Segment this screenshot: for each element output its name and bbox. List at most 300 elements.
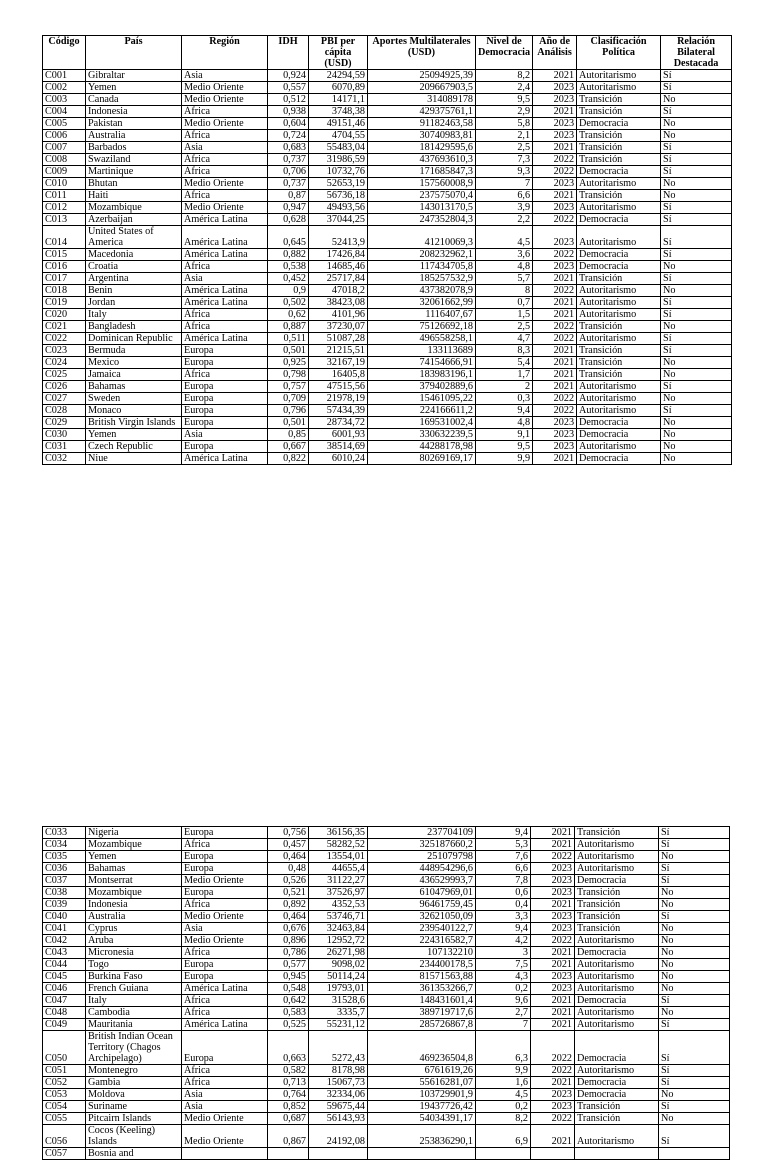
cell-hdi: 0,452 (268, 273, 309, 285)
cell-bilateral-relation: Sí (659, 911, 730, 923)
cell-bilateral-relation: No (659, 983, 730, 995)
cell-analysis-year: 2023 (533, 441, 577, 453)
cell-political-classification: Autoritarismo (577, 285, 661, 297)
cell-analysis-year: 2023 (531, 1101, 575, 1113)
cell-analysis-year: 2023 (533, 261, 577, 273)
cell-democracy-level: 8,2 (476, 70, 533, 82)
cell-hdi: 0,464 (268, 851, 309, 863)
cell-analysis-year: 2023 (533, 94, 577, 106)
cell-hdi: 0,938 (268, 106, 309, 118)
cell-code: C040 (43, 911, 86, 923)
table-row (43, 214, 732, 226)
cell-multilateral-contributions: 237575070,4 (368, 190, 476, 202)
cell-hdi: 0,62 (268, 309, 309, 321)
cell-hdi: 0,887 (268, 321, 309, 333)
cell-political-classification: Democracia (575, 1089, 659, 1101)
cell-analysis-year: 2021 (533, 142, 577, 154)
cell-multilateral-contributions: 6761619,26 (368, 1065, 476, 1077)
table-row (43, 959, 730, 971)
cell-gdp-per-capita: 49151,46 (309, 118, 368, 130)
cell-gdp-per-capita: 38423,08 (309, 297, 368, 309)
cell-political-classification: Transición (575, 1113, 659, 1125)
cell-region: Europa (182, 827, 268, 839)
cell-bilateral-relation: Sí (659, 1077, 730, 1089)
cell-political-classification: Transición (577, 106, 661, 118)
cell-gdp-per-capita: 14171,1 (309, 94, 368, 106)
table-row (43, 1007, 730, 1019)
cell-political-classification: Transición (577, 345, 661, 357)
cell-democracy-level: 9,9 (476, 1065, 531, 1077)
cell-hdi: 0,628 (268, 214, 309, 226)
cell-bilateral-relation: Sí (659, 839, 730, 851)
cell-region: Medio Oriente (182, 178, 268, 190)
cell-multilateral-contributions: 80269169,17 (368, 453, 476, 465)
table-body (43, 827, 730, 1160)
cell-democracy-level: 9,5 (476, 441, 533, 453)
cell-country: Burkina Faso (86, 971, 182, 983)
cell-multilateral-contributions: 19437726,42 (368, 1101, 476, 1113)
cell-democracy-level: 8,3 (476, 345, 533, 357)
cell-analysis-year: 2022 (533, 393, 577, 405)
cell-bilateral-relation: Sí (659, 1019, 730, 1031)
cell-country: Azerbaijan (86, 214, 182, 226)
cell-region: Medio Oriente (182, 94, 268, 106)
cell-hdi: 0,786 (268, 947, 309, 959)
cell-country: Montenegro (86, 1065, 182, 1077)
cell-analysis-year: 2022 (531, 851, 575, 863)
cell-country: Mozambique (86, 839, 182, 851)
cell-gdp-per-capita: 21215,51 (309, 345, 368, 357)
cell-gdp-per-capita: 38514,69 (309, 441, 368, 453)
cell-code: C051 (43, 1065, 86, 1077)
cell-analysis-year: 2021 (531, 959, 575, 971)
cell-code: C038 (43, 887, 86, 899)
cell-political-classification: Transición (575, 827, 659, 839)
cell-democracy-level: 9,3 (476, 166, 533, 178)
cell-code: C053 (43, 1089, 86, 1101)
table-row (43, 166, 732, 178)
cell-gdp-per-capita: 16405,8 (309, 369, 368, 381)
cell-multilateral-contributions: 55616281,07 (368, 1077, 476, 1089)
cell-hdi: 0,521 (268, 887, 309, 899)
cell-analysis-year: 2021 (533, 106, 577, 118)
cell-analysis-year: 2021 (533, 70, 577, 82)
table-row (43, 130, 732, 142)
cell-analysis-year: 2023 (533, 226, 577, 249)
cell-country: Martinique (86, 166, 182, 178)
cell-analysis-year: 2021 (533, 381, 577, 393)
cell-gdp-per-capita: 3335,7 (309, 1007, 368, 1019)
cell-analysis-year: 2022 (531, 935, 575, 947)
cell-bilateral-relation: Sí (661, 381, 732, 393)
cell-gdp-per-capita: 4352,53 (309, 899, 368, 911)
cell-country: Australia (86, 911, 182, 923)
table-row (43, 1065, 730, 1077)
cell-country: Barbados (86, 142, 182, 154)
cell-code: C005 (43, 118, 86, 130)
cell-democracy-level: 2 (476, 381, 533, 393)
cell-region: América Latina (182, 297, 268, 309)
cell-multilateral-contributions: 91182463,58 (368, 118, 476, 130)
cell-political-classification: Transición (577, 130, 661, 142)
cell-political-classification: Transición (575, 1101, 659, 1113)
cell-code: C002 (43, 82, 86, 94)
cell-country: Montserrat (86, 875, 182, 887)
table-row (43, 154, 732, 166)
cell-gdp-per-capita: 13554,01 (309, 851, 368, 863)
table-row (43, 923, 730, 935)
cell-political-classification: Democracia (577, 249, 661, 261)
cell-gdp-per-capita: 6070,89 (309, 82, 368, 94)
cell-democracy-level: 8 (476, 285, 533, 297)
cell-region: África (182, 947, 268, 959)
cell-region: América Latina (182, 333, 268, 345)
cell-country: Czech Republic (86, 441, 182, 453)
cell-political-classification: Autoritarismo (575, 1007, 659, 1019)
cell-gdp-per-capita: 24294,59 (309, 70, 368, 82)
cell-political-classification: Transición (577, 369, 661, 381)
cell-code: C014 (43, 226, 86, 249)
cell-code: C044 (43, 959, 86, 971)
cell-hdi: 0,822 (268, 453, 309, 465)
cell-multilateral-contributions: 437382078,9 (368, 285, 476, 297)
cell-bilateral-relation: Sí (659, 1125, 730, 1148)
cell-bilateral-relation: No (661, 94, 732, 106)
cell-gdp-per-capita: 59675,44 (309, 1101, 368, 1113)
cell-code: C013 (43, 214, 86, 226)
cell-hdi: 0,548 (268, 983, 309, 995)
cell-country: Benin (86, 285, 182, 297)
cell-political-classification: Transición (577, 321, 661, 333)
cell-political-classification: Democracia (575, 995, 659, 1007)
cell-political-classification: Transición (577, 357, 661, 369)
cell-code: C026 (43, 381, 86, 393)
cell-region: América Latina (182, 1019, 268, 1031)
cell-bilateral-relation: No (661, 369, 732, 381)
cell-democracy-level: 2,5 (476, 321, 533, 333)
cell-bilateral-relation: Sí (659, 827, 730, 839)
cell-region: África (182, 369, 268, 381)
header-cell: Región (182, 36, 268, 70)
table-row (43, 297, 732, 309)
cell-gdp-per-capita: 26271,98 (309, 947, 368, 959)
cell-country: Dominican Republic (86, 333, 182, 345)
cell-region: América Latina (182, 983, 268, 995)
cell-democracy-level: 0,7 (476, 297, 533, 309)
table-row (43, 333, 732, 345)
cell-multilateral-contributions: 32061662,99 (368, 297, 476, 309)
table-row (43, 417, 732, 429)
cell-political-classification: Democracia (575, 875, 659, 887)
header-cell: Clasificación Política (577, 36, 661, 70)
cell-multilateral-contributions: 224166611,2 (368, 405, 476, 417)
cell-political-classification: Autoritarismo (577, 405, 661, 417)
cell-multilateral-contributions: 25094925,39 (368, 70, 476, 82)
cell-hdi: 0,604 (268, 118, 309, 130)
cell-code: C037 (43, 875, 86, 887)
cell-region: Europa (182, 887, 268, 899)
cell-political-classification: Democracia (577, 118, 661, 130)
table-row (43, 82, 732, 94)
cell-hdi: 0,525 (268, 1019, 309, 1031)
table-row (43, 369, 732, 381)
cell-country: Gambia (86, 1077, 182, 1089)
cell-country: Niue (86, 453, 182, 465)
table-row (43, 70, 732, 82)
cell-analysis-year: 2023 (531, 911, 575, 923)
cell-code: C023 (43, 345, 86, 357)
cell-political-classification: Democracia (575, 947, 659, 959)
cell-bilateral-relation (659, 1148, 730, 1160)
cell-democracy-level: 8,2 (476, 1113, 531, 1125)
cell-code: C056 (43, 1125, 86, 1148)
cell-multilateral-contributions: 107132210 (368, 947, 476, 959)
cell-multilateral-contributions: 224316582,7 (368, 935, 476, 947)
cell-region: Europa (182, 959, 268, 971)
cell-multilateral-contributions: 41210069,3 (368, 226, 476, 249)
cell-multilateral-contributions: 209667903,5 (368, 82, 476, 94)
cell-gdp-per-capita: 9098,02 (309, 959, 368, 971)
table-row (43, 1019, 730, 1031)
table-row (43, 839, 730, 851)
cell-region: África (182, 309, 268, 321)
cell-region: África (182, 839, 268, 851)
table-row (43, 226, 732, 249)
header-cell: PBI per cápita (USD) (309, 36, 368, 70)
cell-gdp-per-capita: 56143,93 (309, 1113, 368, 1125)
cell-bilateral-relation: No (661, 190, 732, 202)
cell-bilateral-relation: No (661, 357, 732, 369)
cell-code: C035 (43, 851, 86, 863)
cell-code: C039 (43, 899, 86, 911)
table-row (43, 381, 732, 393)
table-row (43, 405, 732, 417)
cell-code: C016 (43, 261, 86, 273)
cell-political-classification: Transición (577, 142, 661, 154)
cell-multilateral-contributions: 103729901,9 (368, 1089, 476, 1101)
cell-country: Sweden (86, 393, 182, 405)
cell-hdi: 0,667 (268, 441, 309, 453)
table-row (43, 321, 732, 333)
cell-gdp-per-capita: 28734,72 (309, 417, 368, 429)
cell-bilateral-relation: No (661, 178, 732, 190)
cell-analysis-year: 2021 (531, 1007, 575, 1019)
cell-multilateral-contributions: 314089178 (368, 94, 476, 106)
cell-bilateral-relation: Sí (661, 273, 732, 285)
cell-democracy-level: 9,4 (476, 405, 533, 417)
cell-country: Pakistan (86, 118, 182, 130)
cell-political-classification: Democracia (575, 1077, 659, 1089)
cell-democracy-level: 7,6 (476, 851, 531, 863)
cell-bilateral-relation: Sí (661, 405, 732, 417)
cell-political-classification: Democracia (577, 429, 661, 441)
cell-code: C022 (43, 333, 86, 345)
cell-multilateral-contributions: 234400178,5 (368, 959, 476, 971)
cell-democracy-level: 2,4 (476, 82, 533, 94)
cell-country: Jamaica (86, 369, 182, 381)
cell-region: África (182, 106, 268, 118)
cell-country: Bahamas (86, 863, 182, 875)
cell-country: Argentina (86, 273, 182, 285)
cell-multilateral-contributions: 44288178,98 (368, 441, 476, 453)
cell-code: C033 (43, 827, 86, 839)
table-row (43, 190, 732, 202)
table-row (43, 911, 730, 923)
country-table-top (42, 35, 732, 465)
cell-region: Europa (182, 357, 268, 369)
cell-political-classification: Transición (577, 273, 661, 285)
table-row (43, 429, 732, 441)
cell-multilateral-contributions: 181429595,6 (368, 142, 476, 154)
cell-gdp-per-capita: 47018,2 (309, 285, 368, 297)
cell-gdp-per-capita: 14685,46 (309, 261, 368, 273)
cell-multilateral-contributions: 143013170,5 (368, 202, 476, 214)
cell-bilateral-relation: Sí (661, 142, 732, 154)
cell-political-classification (575, 1148, 659, 1160)
cell-hdi: 0,925 (268, 357, 309, 369)
cell-country: Italy (86, 309, 182, 321)
cell-country: British Virgin Islands (86, 417, 182, 429)
cell-hdi: 0,896 (268, 935, 309, 947)
table-row (43, 309, 732, 321)
cell-gdp-per-capita: 4101,96 (309, 309, 368, 321)
cell-political-classification: Transición (577, 154, 661, 166)
cell-bilateral-relation: No (661, 417, 732, 429)
cell-country: Australia (86, 130, 182, 142)
cell-region: Europa (182, 851, 268, 863)
cell-gdp-per-capita: 36156,35 (309, 827, 368, 839)
cell-analysis-year: 2021 (533, 297, 577, 309)
cell-gdp-per-capita (309, 1148, 368, 1160)
cell-bilateral-relation: No (661, 453, 732, 465)
cell-analysis-year: 2023 (533, 429, 577, 441)
cell-hdi: 0,85 (268, 429, 309, 441)
cell-analysis-year: 2022 (533, 154, 577, 166)
cell-hdi: 0,709 (268, 393, 309, 405)
cell-hdi: 0,9 (268, 285, 309, 297)
cell-hdi: 0,687 (268, 1113, 309, 1125)
cell-political-classification: Democracia (577, 453, 661, 465)
cell-bilateral-relation: No (659, 899, 730, 911)
cell-political-classification: Democracia (577, 261, 661, 273)
cell-gdp-per-capita: 55231,12 (309, 1019, 368, 1031)
cell-democracy-level: 4,7 (476, 333, 533, 345)
cell-multilateral-contributions: 54034391,17 (368, 1113, 476, 1125)
cell-region: África (182, 190, 268, 202)
cell-country: Yemen (86, 429, 182, 441)
cell-multilateral-contributions: 133113689 (368, 345, 476, 357)
cell-gdp-per-capita: 10732,76 (309, 166, 368, 178)
cell-hdi: 0,501 (268, 345, 309, 357)
cell-democracy-level: 1,5 (476, 309, 533, 321)
cell-region: Asia (182, 273, 268, 285)
cell-gdp-per-capita: 32167,19 (309, 357, 368, 369)
cell-region: Asia (182, 1089, 268, 1101)
cell-democracy-level: 0,3 (476, 393, 533, 405)
cell-analysis-year: 2021 (531, 827, 575, 839)
cell-code: C028 (43, 405, 86, 417)
cell-democracy-level: 9,4 (476, 923, 531, 935)
table-row (43, 1031, 730, 1065)
cell-multilateral-contributions: 437693610,3 (368, 154, 476, 166)
cell-analysis-year: 2021 (533, 357, 577, 369)
cell-hdi: 0,512 (268, 94, 309, 106)
cell-political-classification: Autoritarismo (575, 851, 659, 863)
cell-political-classification: Autoritarismo (577, 70, 661, 82)
cell-code: C009 (43, 166, 86, 178)
cell-gdp-per-capita: 55483,04 (309, 142, 368, 154)
cell-analysis-year: 2022 (533, 166, 577, 178)
cell-democracy-level: 4,8 (476, 261, 533, 273)
cell-code: C052 (43, 1077, 86, 1089)
cell-code: C030 (43, 429, 86, 441)
cell-region: Asia (182, 1101, 268, 1113)
cell-political-classification: Autoritarismo (575, 863, 659, 875)
cell-multilateral-contributions: 185257532,9 (368, 273, 476, 285)
cell-bilateral-relation: Sí (661, 106, 732, 118)
cell-bilateral-relation: No (659, 1113, 730, 1125)
cell-hdi: 0,557 (268, 82, 309, 94)
cell-country: Indonesia (86, 106, 182, 118)
cell-gdp-per-capita: 37230,07 (309, 321, 368, 333)
cell-analysis-year: 2023 (533, 82, 577, 94)
cell-country: Mozambique (86, 202, 182, 214)
cell-bilateral-relation: Sí (661, 82, 732, 94)
cell-analysis-year: 2021 (531, 947, 575, 959)
cell-region: África (182, 899, 268, 911)
table-row (43, 935, 730, 947)
cell-bilateral-relation: Sí (661, 345, 732, 357)
cell-gdp-per-capita: 49493,56 (309, 202, 368, 214)
cell-hdi: 0,737 (268, 178, 309, 190)
cell-hdi: 0,757 (268, 381, 309, 393)
cell-democracy-level: 7,5 (476, 959, 531, 971)
cell-region: África (182, 1077, 268, 1089)
cell-analysis-year: 2023 (533, 118, 577, 130)
country-table-bottom (42, 826, 730, 1160)
cell-democracy-level: 7 (476, 1019, 531, 1031)
cell-gdp-per-capita: 17426,84 (309, 249, 368, 261)
cell-country: Mexico (86, 357, 182, 369)
cell-gdp-per-capita: 47515,56 (309, 381, 368, 393)
cell-democracy-level: 0,2 (476, 1101, 531, 1113)
cell-multilateral-contributions: 81571563,88 (368, 971, 476, 983)
cell-country: Cyprus (86, 923, 182, 935)
cell-country: Gibraltar (86, 70, 182, 82)
cell-country: Bermuda (86, 345, 182, 357)
table-row (43, 875, 730, 887)
cell-region: Europa (182, 345, 268, 357)
cell-region: Medio Oriente (182, 82, 268, 94)
cell-democracy-level (476, 1148, 531, 1160)
cell-code: C007 (43, 142, 86, 154)
cell-democracy-level: 3,9 (476, 202, 533, 214)
cell-region: América Latina (182, 249, 268, 261)
cell-hdi: 0,924 (268, 70, 309, 82)
table-row (43, 863, 730, 875)
cell-bilateral-relation: Sí (659, 1101, 730, 1113)
cell-country: Bhutan (86, 178, 182, 190)
cell-analysis-year: 2023 (531, 875, 575, 887)
cell-political-classification: Autoritarismo (575, 1125, 659, 1148)
cell-code: C041 (43, 923, 86, 935)
table-row (43, 1148, 730, 1160)
cell-analysis-year: 2022 (533, 405, 577, 417)
cell-bilateral-relation: Sí (659, 875, 730, 887)
cell-political-classification: Autoritarismo (575, 959, 659, 971)
table-row (43, 94, 732, 106)
cell-bilateral-relation: No (659, 935, 730, 947)
